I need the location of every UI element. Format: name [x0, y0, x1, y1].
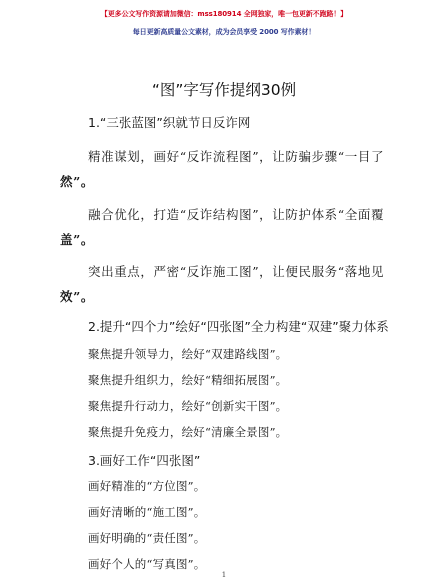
section-3-item-1: 画好精准的“方位图”。	[88, 479, 206, 493]
section-1-heading: 1.“三张蓝图”织就节日反诈网	[88, 115, 251, 130]
section-1-paragraph-1-line-2: 然”。	[60, 174, 94, 189]
section-3-item-3: 画好明确的“责任图”。	[88, 531, 206, 545]
section-1-paragraph-3-line-1: 突出重点，严密“反诈施工图”，让便民服务“落地见	[88, 264, 385, 279]
document-title: “图”字写作提纲30例	[151, 81, 297, 99]
section-2-item-4: 聚焦提升免疫力，绘好“清廉全景图”。	[88, 425, 288, 439]
section-2-item-3: 聚焦提升行动力，绘好“创新实干图”。	[88, 399, 288, 413]
section-1-paragraph-2-line-2: 盖”。	[60, 232, 94, 247]
section-3-heading: 3.画好工作“四张图”	[88, 453, 201, 468]
section-1-paragraph-2-line-1: 融合优化，打造“反诈结构图”，让防护体系“全面覆	[88, 207, 385, 222]
section-1-paragraph-3-line-2: 效”。	[60, 289, 94, 304]
section-1-paragraph-1-line-1: 精准谋划，画好“反诈流程图”，让防骗步骤“一目了	[88, 149, 385, 164]
page-number: 1	[221, 571, 227, 579]
section-2-item-2: 聚焦提升组织力，绘好“精细拓展图”。	[88, 373, 288, 387]
section-3-item-2: 画好清晰的“施工图”。	[88, 505, 206, 519]
section-2-heading: 2.提升“四个力”绘好“四张图”全力构建“双建”聚力体系	[88, 319, 389, 334]
section-2-item-1: 聚焦提升领导力，绘好“双建路线图”。	[88, 347, 288, 361]
promo-banner-line-2: 每日更新高质量公文素材，成为会员享受 2000 写作素材！	[132, 28, 316, 36]
promo-banner-line-1: 【更多公文写作资源请加微信：mss180914 全网独家，唯一包更新不跑路！】	[100, 10, 348, 18]
section-3-item-4: 画好个人的“写真图”。	[88, 557, 206, 571]
